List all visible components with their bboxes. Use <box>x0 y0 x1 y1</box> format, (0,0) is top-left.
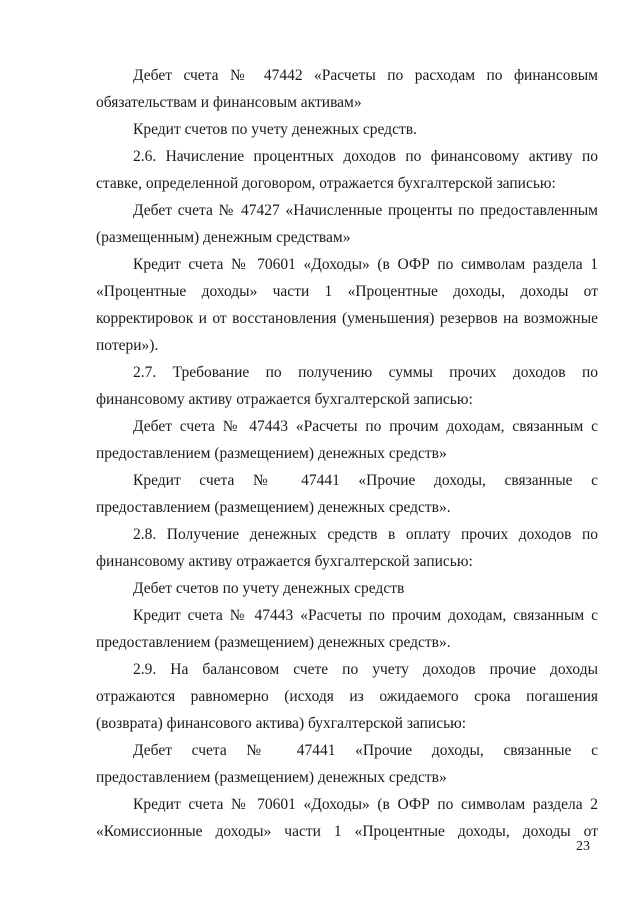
text-line: «Процентные доходы» части 1 «Процентные доходы, доходы от <box>96 283 598 300</box>
text-line: обязательствам и финансовым активам» <box>96 94 362 111</box>
text-line: Дебет счета № 47427 «Начисленные проценты по предоставленным <box>133 202 598 219</box>
text-line: Дебет счета № 47441 «Прочие доходы, связанные с <box>133 742 598 759</box>
text-line: Дебет счета № 47442 «Расчеты по расходам по финансовым <box>133 67 598 84</box>
text-line: финансовому активу отражается бухгалтерской записью: <box>96 553 473 570</box>
text-line: предоставлением (размещением) денежных средств». <box>96 634 451 651</box>
text-line: потери»). <box>96 337 159 354</box>
text-line: (возврата) финансового актива) бухгалтерской записью: <box>96 715 467 732</box>
text-line: 2.8. Получение денежных средств в оплату прочих доходов по <box>133 526 598 543</box>
text-line: Кредит счета № 70601 «Доходы» (в ОФР по символам раздела 2 <box>133 796 598 813</box>
text-line: корректировок и от восстановления (уменьшения) резервов на возможные <box>96 310 598 327</box>
text-line: Кредит счета № 70601 «Доходы» (в ОФР по символам раздела 1 <box>133 256 598 273</box>
text-line: 2.9. На балансовом счете по учету доходов прочие доходы <box>133 661 598 678</box>
text-line: 2.6. Начисление процентных доходов по финансовому активу по <box>133 148 598 165</box>
text-line: (размещенным) денежным средствам» <box>96 229 351 246</box>
text-line: отражаются равномерно (исходя из ожидаемого срока погашения <box>96 688 598 705</box>
text-line: «Комиссионные доходы» части 1 «Процентные доходы, доходы от <box>96 823 598 840</box>
text-line: Дебет счетов по учету денежных средств <box>133 580 405 597</box>
text-line: Кредит счета № 47441 «Прочие доходы, связанные с <box>133 472 598 489</box>
text-line: 2.7. Требование по получению суммы прочих доходов по <box>133 364 598 381</box>
text-line: предоставлением (размещением) денежных средств» <box>96 769 447 786</box>
text-line: предоставлением (размещением) денежных средств». <box>96 499 451 516</box>
text-line: Дебет счета № 47443 «Расчеты по прочим доходам, связанным с <box>133 418 598 435</box>
text-line: ставке, определенной договором, отражается бухгалтерской записью: <box>96 175 556 192</box>
text-line: Кредит счетов по учету денежных средств. <box>133 121 417 138</box>
page-number: 23 <box>576 839 590 854</box>
text-line: финансовому активу отражается бухгалтерской записью: <box>96 391 473 408</box>
text-line: Кредит счета № 47443 «Расчеты по прочим доходам, связанным с <box>133 607 598 624</box>
text-line: предоставлением (размещением) денежных средств» <box>96 445 447 462</box>
